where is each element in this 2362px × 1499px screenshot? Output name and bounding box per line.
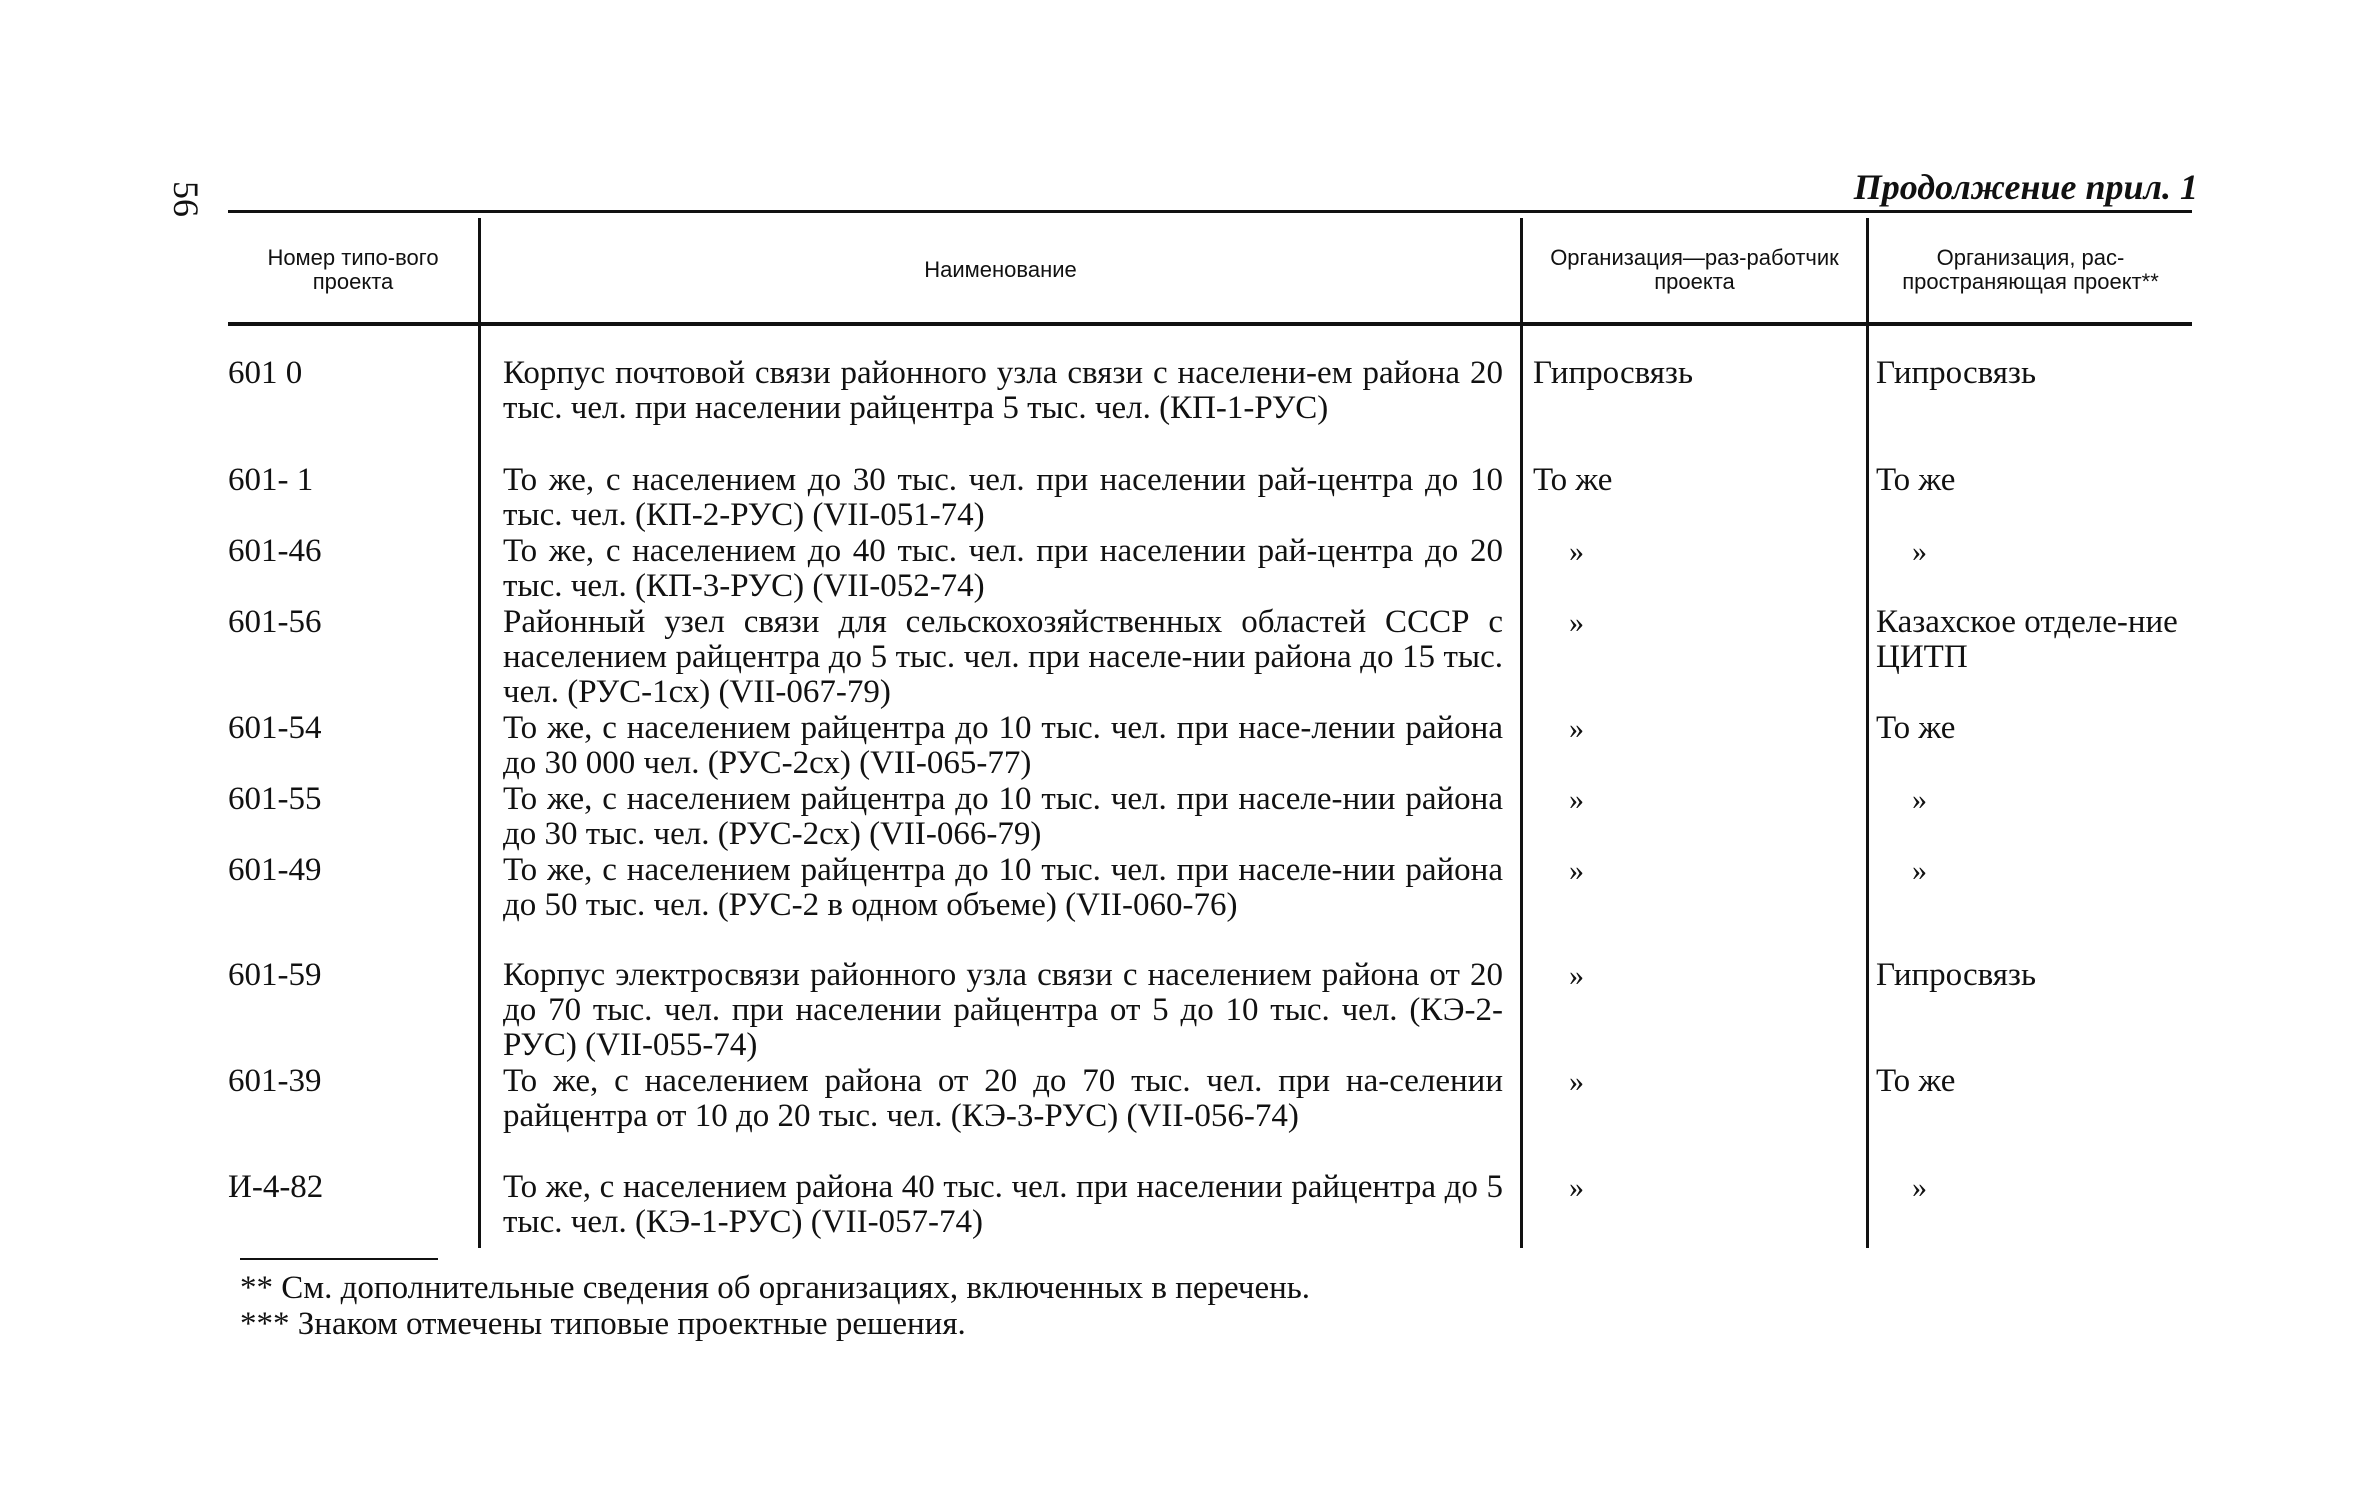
distributor-org: » (1912, 1171, 1927, 1204)
footnote-rule (240, 1258, 438, 1260)
distributor-org: » (1912, 535, 1927, 568)
project-number: 601-56 (228, 604, 322, 640)
distributor-org: Казахское отделе-ние ЦИТП (1876, 604, 2178, 675)
distributor-org: » (1912, 783, 1927, 816)
distributor-org: То же (1876, 462, 1956, 498)
developer-org: » (1569, 606, 1584, 639)
header-name: Наименование (924, 257, 1077, 282)
developer-org: Гипросвязь (1533, 355, 1694, 391)
project-number: И-4-82 (228, 1169, 324, 1205)
developer-org: » (1569, 959, 1584, 992)
column-divider (478, 218, 481, 1248)
distributor-org: То же (1876, 1063, 1956, 1099)
project-number: 601 0 (228, 355, 303, 391)
header-number: Номер типо-вого проекта (267, 245, 439, 294)
header-distributor: Организация, рас-пространяющая проект** (1902, 245, 2159, 294)
project-name: То же, с населением района 40 тыс. чел. при населении райцентра до 5 тыс. чел. (КЭ-1-РУС) (VII-057-74) (503, 1169, 1503, 1240)
table-header-rule (228, 322, 2192, 326)
distributor-org: Гипросвязь (1876, 957, 2037, 993)
project-name: Корпус электросвязи районного узла связи с населением района от 20 до 70 тыс. чел. при населении райцентра от 5 до 10 тыс. чел. (КЭ-2-РУС) (VII-055-74) (503, 957, 1503, 1063)
distributor-org: » (1912, 854, 1927, 887)
footnote: ** См. дополнительные сведения об организациях, включенных в перечень. (240, 1270, 1311, 1306)
distributor-org: Гипросвязь (1876, 355, 2037, 391)
table-top-rule (228, 210, 2192, 213)
column-divider (1520, 218, 1523, 1248)
project-name: То же, с населением до 40 тыс. чел. при населении рай-центра до 20 тыс. чел. (КП-3-РУС) (VII-052-74) (503, 533, 1503, 604)
project-name: То же, с населением райцентра до 10 тыс. чел. при населе-нии района до 50 тыс. чел. (РУС-2 в одном объеме) (VII-060-76) (503, 852, 1503, 923)
project-number: 601-39 (228, 1063, 322, 1099)
project-name: Корпус почтовой связи районного узла связи с населени-ем района 20 тыс. чел. при населении райцентра 5 тыс. чел. (КП-1-РУС) (503, 355, 1503, 426)
developer-org: » (1569, 535, 1584, 568)
continuation-label: Продолжение прил. 1 (1853, 167, 2198, 207)
developer-org: » (1569, 1171, 1584, 1204)
developer-org: То же (1533, 462, 1613, 498)
project-name: То же, с населением до 30 тыс. чел. при населении рай-центра до 10 тыс. чел. (КП-2-РУС) (VII-051-74) (503, 462, 1503, 533)
header-developer: Организация—раз-работчик проекта (1550, 245, 1839, 294)
project-name: Районный узел связи для сельскохозяйственных областей СССР с населением райцентра до 5 тыс. чел. при населе-нии района до 15 тыс. чел. (РУС-1сх) (VII-067-79) (503, 604, 1503, 710)
project-name: То же, с населением райцентра до 10 тыс. чел. при населе-нии района до 30 тыс. чел. (РУС-2сх) (VII-066-79) (503, 781, 1503, 852)
developer-org: » (1569, 783, 1584, 816)
project-name: То же, с населением райцентра до 10 тыс. чел. при насе-лении района до 30 000 чел. (РУС-2сх) (VII-065-77) (503, 710, 1503, 781)
project-number: 601-46 (228, 533, 322, 569)
project-name: То же, с населением района от 20 до 70 тыс. чел. при на-селении райцентра от 10 до 20 тыс. чел. (КЭ-3-РУС) (VII-056-74) (503, 1063, 1503, 1134)
developer-org: » (1569, 854, 1584, 887)
project-number: 601-55 (228, 781, 322, 817)
footnote: *** Знаком отмечены типовые проектные решения. (240, 1306, 966, 1342)
project-number: 601-59 (228, 957, 322, 993)
project-number: 601- 1 (228, 462, 314, 498)
project-number: 601-54 (228, 710, 322, 746)
developer-org: » (1569, 712, 1584, 745)
page-number: 56 (166, 181, 206, 217)
distributor-org: То же (1876, 710, 1956, 746)
developer-org: » (1569, 1065, 1584, 1098)
project-number: 601-49 (228, 852, 322, 888)
